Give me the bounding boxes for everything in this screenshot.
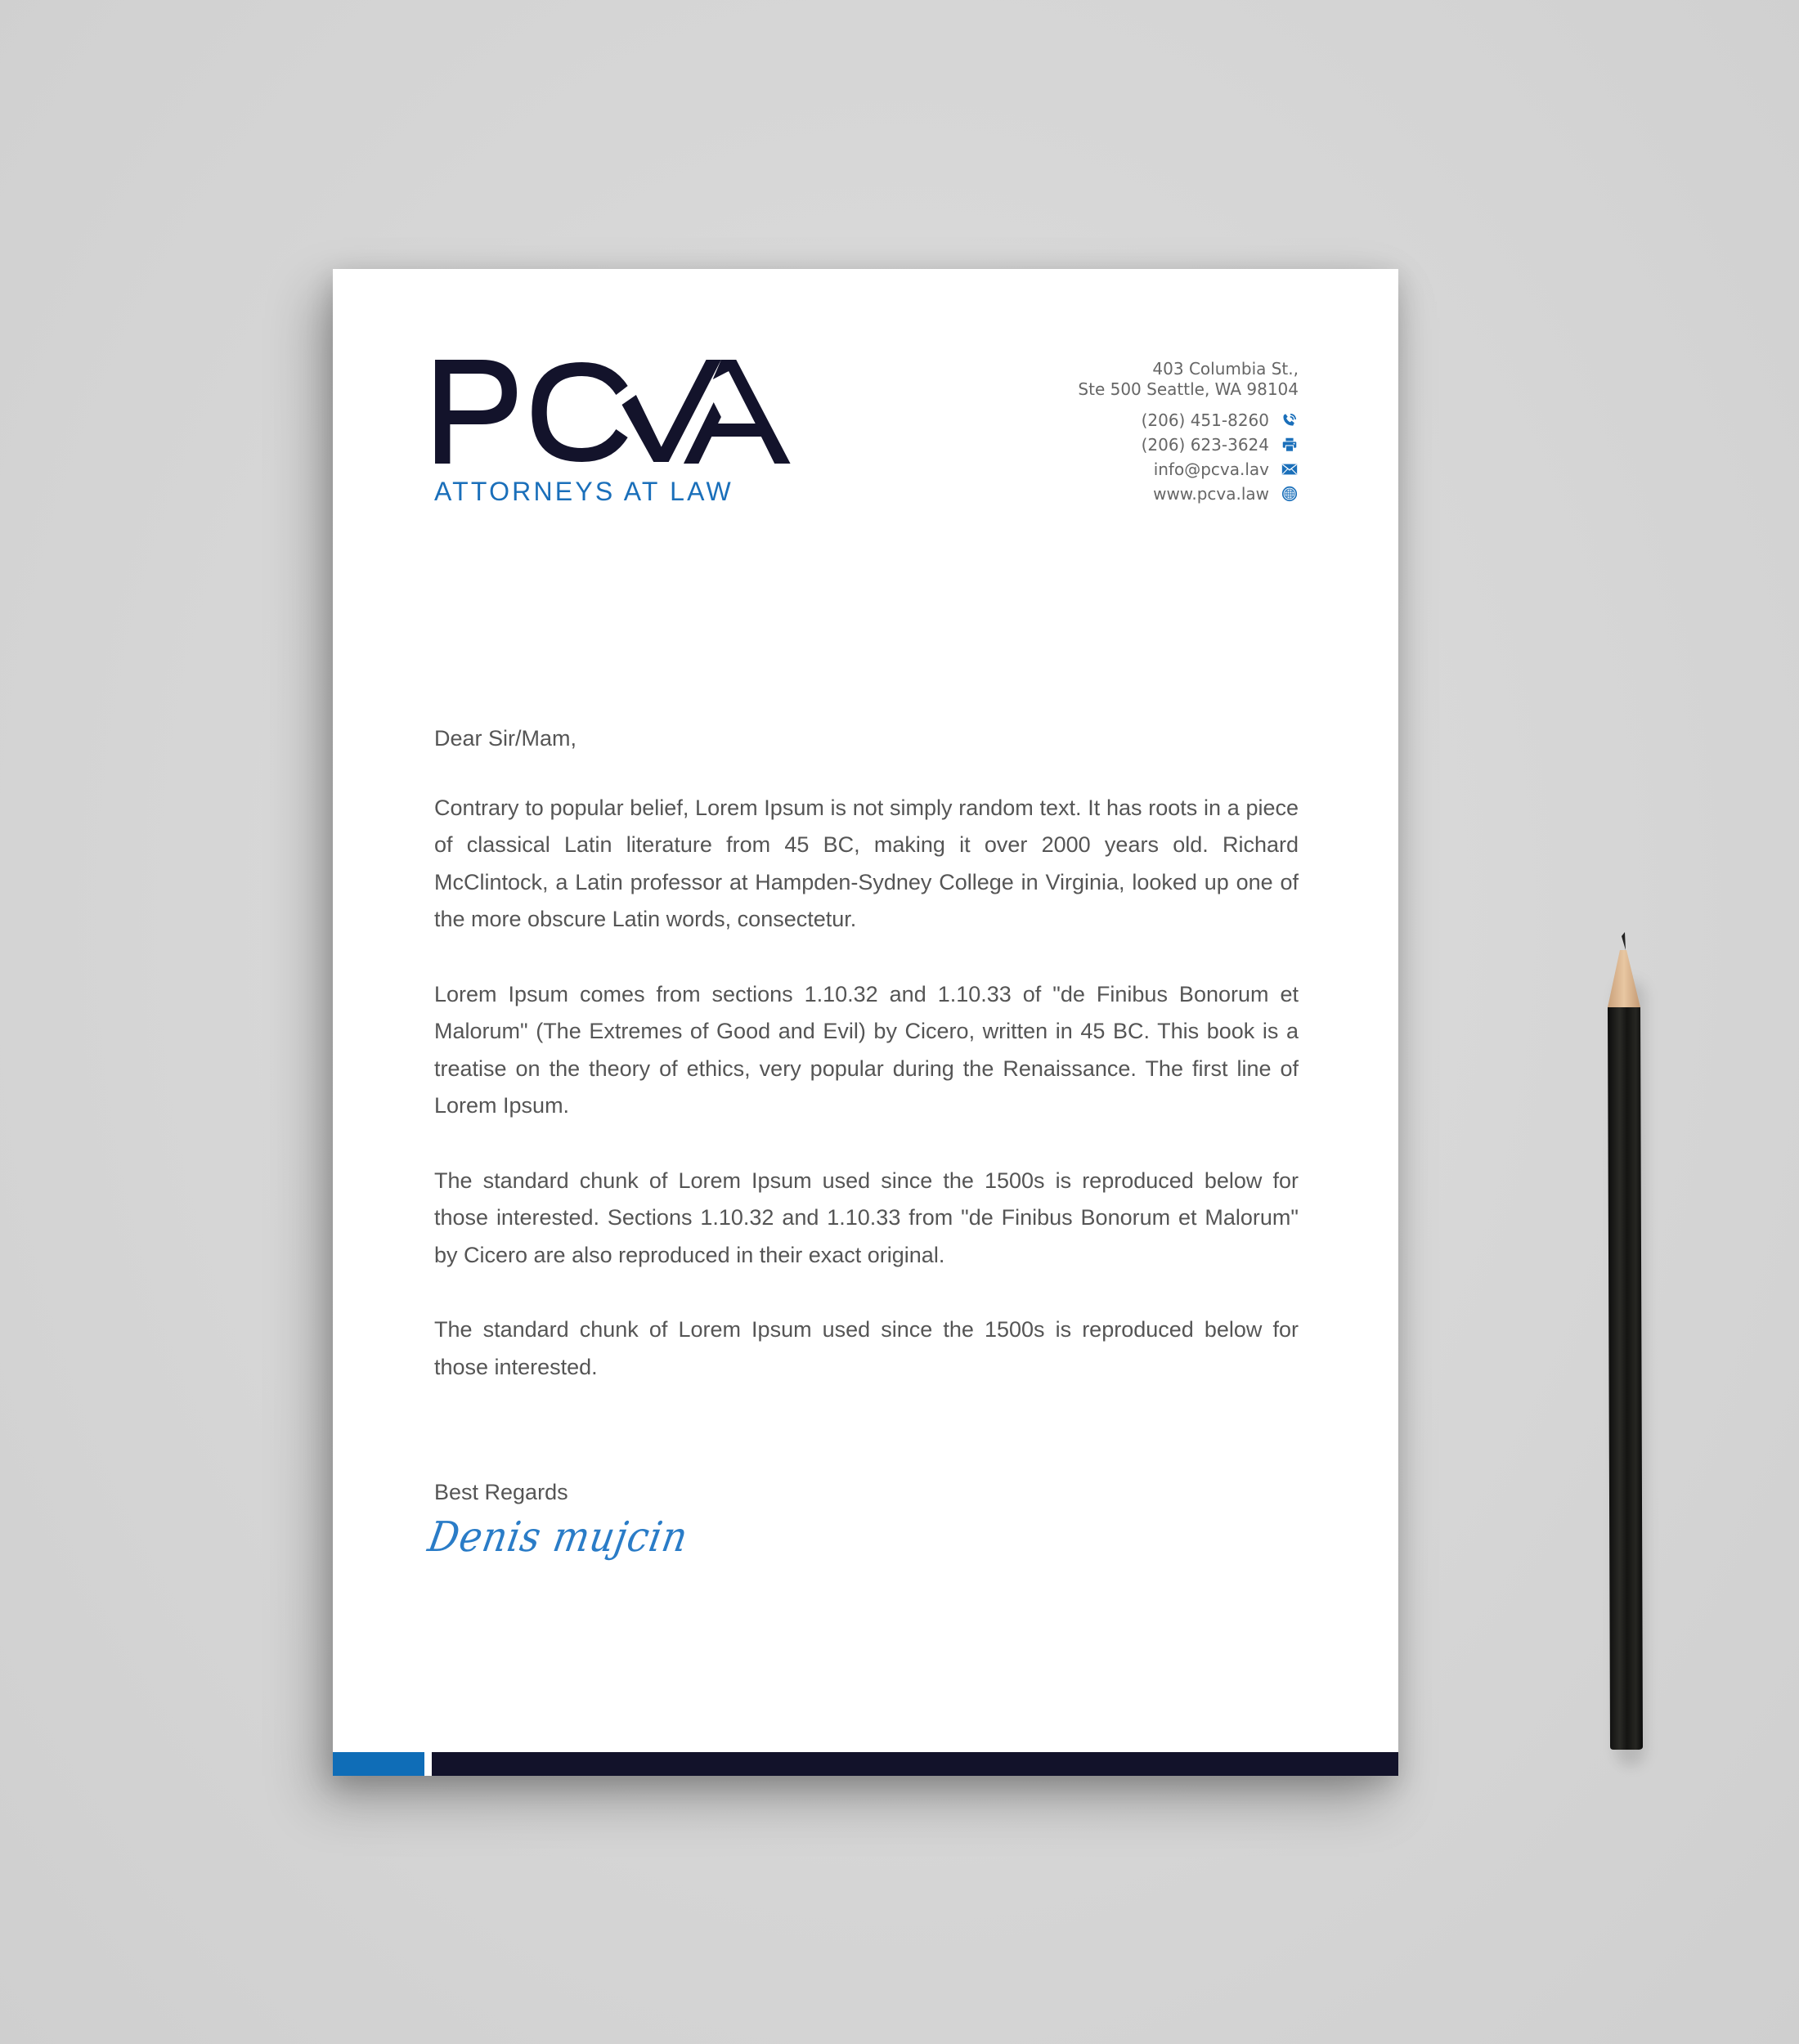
paragraph-2: Lorem Ipsum comes from sections 1.10.32 and 1.10.33 of "de Finibus Bonorum et Malorum" (The Extremes of Good and Evil) by Cicero, written in 45 BC. This book is a treatise on the theory of ethics, very popular during the Renaissance. The first line of Lorem Ipsum. (434, 981, 1299, 1118)
fax-number: (206) 623-3624 (1141, 435, 1269, 455)
paragraph-1: Contrary to popular belief, Lorem Ipsum is not simply random text. It has roots in a piece of classical Latin literature from 45 BC, making it over 2000 years old. Richard McClintock, a Latin professor at Hampden-Sydney College in Virginia, looked up one of the more obscure Latin words, consectetur. (434, 795, 1299, 932)
letterhead-paper (333, 269, 1398, 1776)
pencil-image (1605, 932, 1646, 1758)
letter-body (434, 720, 1299, 1423)
logo-tagline: ATTORNEYS AT LAW (434, 477, 734, 506)
email-address: info@pcva.lav (1153, 459, 1269, 479)
paragraph-3: The standard chunk of Lorem Ipsum used since the 1500s is reproduced below for those interested. Sections 1.10.32 and 1.10.33 from "de Finibus Bonorum et Malorum" by Cicero are also reproduced in their exact original. (434, 1168, 1299, 1267)
signature: Denis mujcin (424, 1512, 693, 1561)
contact-block (1078, 359, 1299, 506)
pcva-logo-icon (433, 357, 792, 468)
contact-fax (1078, 433, 1299, 457)
closing: Best Regards (434, 1480, 568, 1504)
contact-phone (1078, 408, 1299, 433)
company-logo (433, 365, 785, 504)
footer-bar-navy (432, 1752, 1398, 1776)
paragraph-4: The standard chunk of Lorem Ipsum used since the 1500s is reproduced below for those interested. (434, 1316, 1299, 1379)
contact-list (1078, 408, 1299, 506)
address-line-1: 403 Columbia St., (1152, 359, 1299, 379)
phone-icon (1281, 411, 1299, 429)
envelope-icon (1281, 460, 1299, 478)
address (1078, 359, 1299, 400)
contact-website (1078, 482, 1299, 506)
website-url: www.pcva.law (1153, 484, 1269, 504)
phone-number: (206) 451-8260 (1141, 410, 1269, 430)
logo-wordmark (433, 347, 792, 490)
printer-icon (1281, 436, 1299, 454)
contact-email (1078, 457, 1299, 482)
address-line-2: Ste 500 Seattle, WA 98104 (1078, 379, 1299, 399)
greeting: Dear Sir/Mam, (434, 726, 577, 751)
footer-bar-blue (333, 1752, 424, 1776)
globe-icon (1281, 485, 1299, 503)
